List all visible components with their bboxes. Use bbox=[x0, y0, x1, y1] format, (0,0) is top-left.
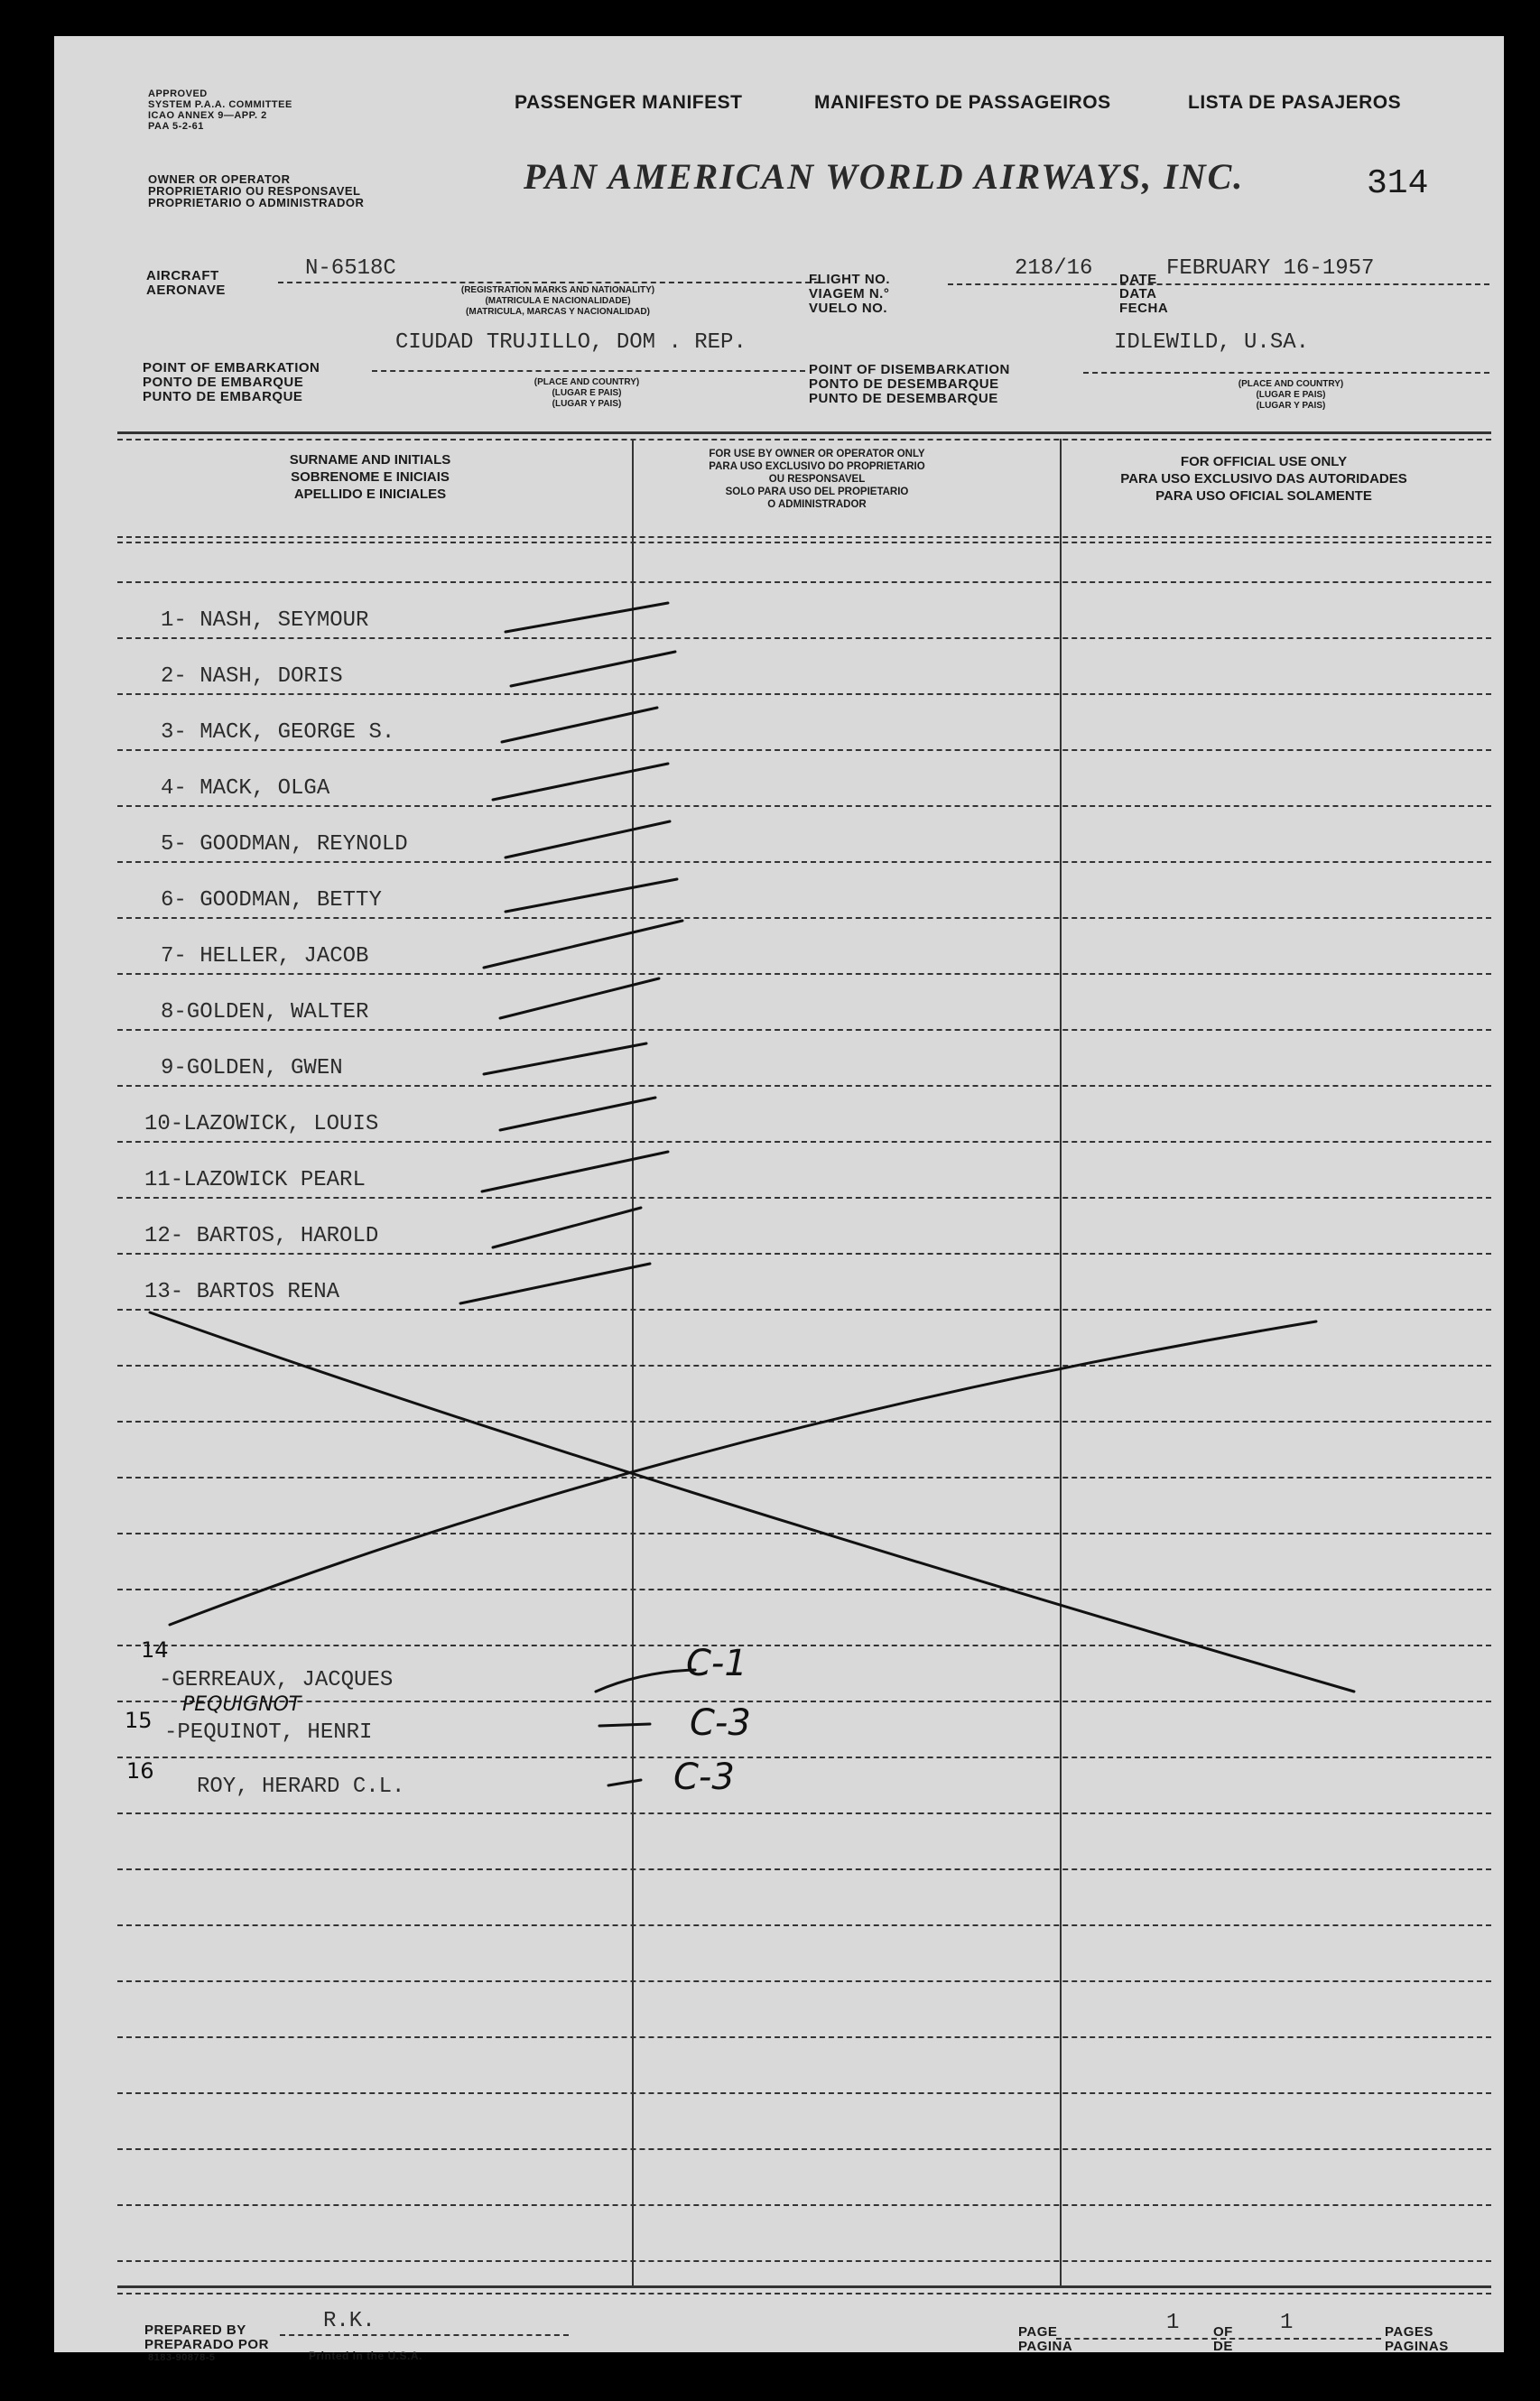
of-value: 1 bbox=[1280, 2311, 1294, 2335]
owner-label: OWNER OR OPERATOR PROPRIETARIO OU RESPONSAVEL PROPRIETARIO O ADMINISTRADOR bbox=[148, 172, 365, 209]
passenger-row: 2- NASH, DORIS bbox=[161, 664, 343, 689]
passenger-row: 3- MACK, GEORGE S. bbox=[161, 720, 395, 745]
late-mark: C-3 bbox=[673, 1757, 735, 1798]
passenger-row: 5- GOODMAN, REYNOLD bbox=[161, 832, 408, 857]
passenger-row: 1- NASH, SEYMOUR bbox=[161, 608, 369, 633]
late-number: 14 bbox=[141, 1637, 169, 1663]
col-surname-header: SURNAME AND INITIALS SOBRENOME E INICIAIS APELLIDO E INICIALES bbox=[289, 452, 451, 502]
prepared-label: PREPARED BY PREPARADO POR bbox=[144, 2322, 269, 2352]
late-mark: C-3 bbox=[690, 1702, 751, 1744]
col-owner-use-header: FOR USE BY OWNER OR OPERATOR ONLY PARA USO EXCLUSIVO DO PROPRIETARIO OU RESPONSAVEL SOLO PARA USO DEL PROPIETARIO O ADMINISTRADOR bbox=[709, 449, 925, 510]
aircraft-label: AIRCRAFT AERONAVE bbox=[146, 268, 226, 298]
page-value: 1 bbox=[1166, 2311, 1180, 2335]
col-official-header: FOR OFFICIAL USE ONLY PARA USO EXCLUSIVO DAS AUTORIDADES PARA USO OFICIAL SOLAMENTE bbox=[1120, 454, 1407, 504]
date-value: FEBRUARY 16-1957 bbox=[1166, 256, 1375, 281]
prepared-value: R.K. bbox=[323, 2309, 376, 2333]
passenger-row: 8-GOLDEN, WALTER bbox=[161, 1000, 369, 1024]
approval-block: APPROVED SYSTEM P.A.A. COMMITTEE ICAO ANNEX 9—APP. 2 PAA 5-2-61 bbox=[148, 88, 292, 132]
header-passenger-manifest: PASSENGER MANIFEST bbox=[515, 92, 743, 113]
pages-label: PAGES PAGINAS bbox=[1385, 2324, 1449, 2354]
passenger-row: 6- GOODMAN, BETTY bbox=[161, 888, 382, 913]
passenger-row: 7- HELLER, JACOB bbox=[161, 944, 369, 969]
embark-sublabel: (PLACE AND COUNTRY) (LUGAR E PAIS) (LUGAR Y PAIS) bbox=[533, 377, 640, 409]
passenger-row: 12- BARTOS, HAROLD bbox=[144, 1224, 379, 1248]
page-label: PAGE PAGINA bbox=[1018, 2324, 1073, 2354]
spelling-annotation: PEQUIGNOT bbox=[182, 1693, 302, 1716]
late-number: 16 bbox=[126, 1758, 154, 1784]
late-passenger-name: ROY, HERARD C.L. bbox=[197, 1775, 405, 1799]
passenger-row: 13- BARTOS RENA bbox=[144, 1280, 340, 1304]
manifest-sheet bbox=[54, 36, 1504, 2363]
flight-label: FLIGHT NO. VIAGEM N.° VUELO NO. bbox=[809, 272, 890, 316]
flight-value: 218/16 bbox=[1015, 256, 1093, 281]
aircraft-value: N-6518C bbox=[305, 256, 396, 281]
late-number: 15 bbox=[125, 1708, 153, 1733]
disembark-label: POINT OF DISEMBARKATION PONTO DE DESEMBARQUE PUNTO DE DESEMBARQUE bbox=[809, 362, 1010, 406]
printed-note: Printed in the U.S.A. bbox=[309, 2350, 422, 2362]
passenger-row: 11-LAZOWICK PEARL bbox=[144, 1168, 366, 1192]
disembark-sublabel: (PLACE AND COUNTRY) (LUGAR E PAIS) (LUGAR Y PAIS) bbox=[1238, 379, 1344, 411]
late-mark: C-1 bbox=[686, 1643, 747, 1684]
passenger-row: 10-LAZOWICK, LOUIS bbox=[144, 1112, 379, 1136]
aircraft-sublabel: (REGISTRATION MARKS AND NATIONALITY) (MATRICULA E NACIONALIDADE) (MATRICULA, MARCAS Y NACIONALIDAD) bbox=[460, 285, 655, 317]
handwritten-strokes bbox=[54, 36, 1504, 2352]
form-number: 8183-90878-5 bbox=[148, 2352, 216, 2363]
passenger-row: 4- MACK, OLGA bbox=[161, 776, 330, 801]
embark-value: CIUDAD TRUJILLO, DOM . REP. bbox=[395, 330, 747, 355]
embark-label: POINT OF EMBARKATION PONTO DE EMBARQUE PUNTO DE EMBARQUE bbox=[143, 360, 320, 404]
airline-name: PAN AMERICAN WORLD AIRWAYS, INC. bbox=[524, 156, 1245, 197]
page-stamp: 314 bbox=[1367, 164, 1429, 203]
disembark-value: IDLEWILD, U.SA. bbox=[1114, 330, 1310, 355]
date-label: DATE DATA FECHA bbox=[1119, 272, 1169, 316]
passenger-row: 9-GOLDEN, GWEN bbox=[161, 1056, 343, 1080]
of-label: OF DE bbox=[1213, 2324, 1233, 2354]
late-passenger-name: -PEQUINOT, HENRI bbox=[164, 1720, 373, 1745]
late-passenger-name: -GERREAUX, JACQUES bbox=[159, 1668, 394, 1692]
header-manifesto: MANIFESTO DE PASSAGEIROS bbox=[814, 92, 1111, 113]
header-lista: LISTA DE PASAJEROS bbox=[1188, 92, 1402, 113]
